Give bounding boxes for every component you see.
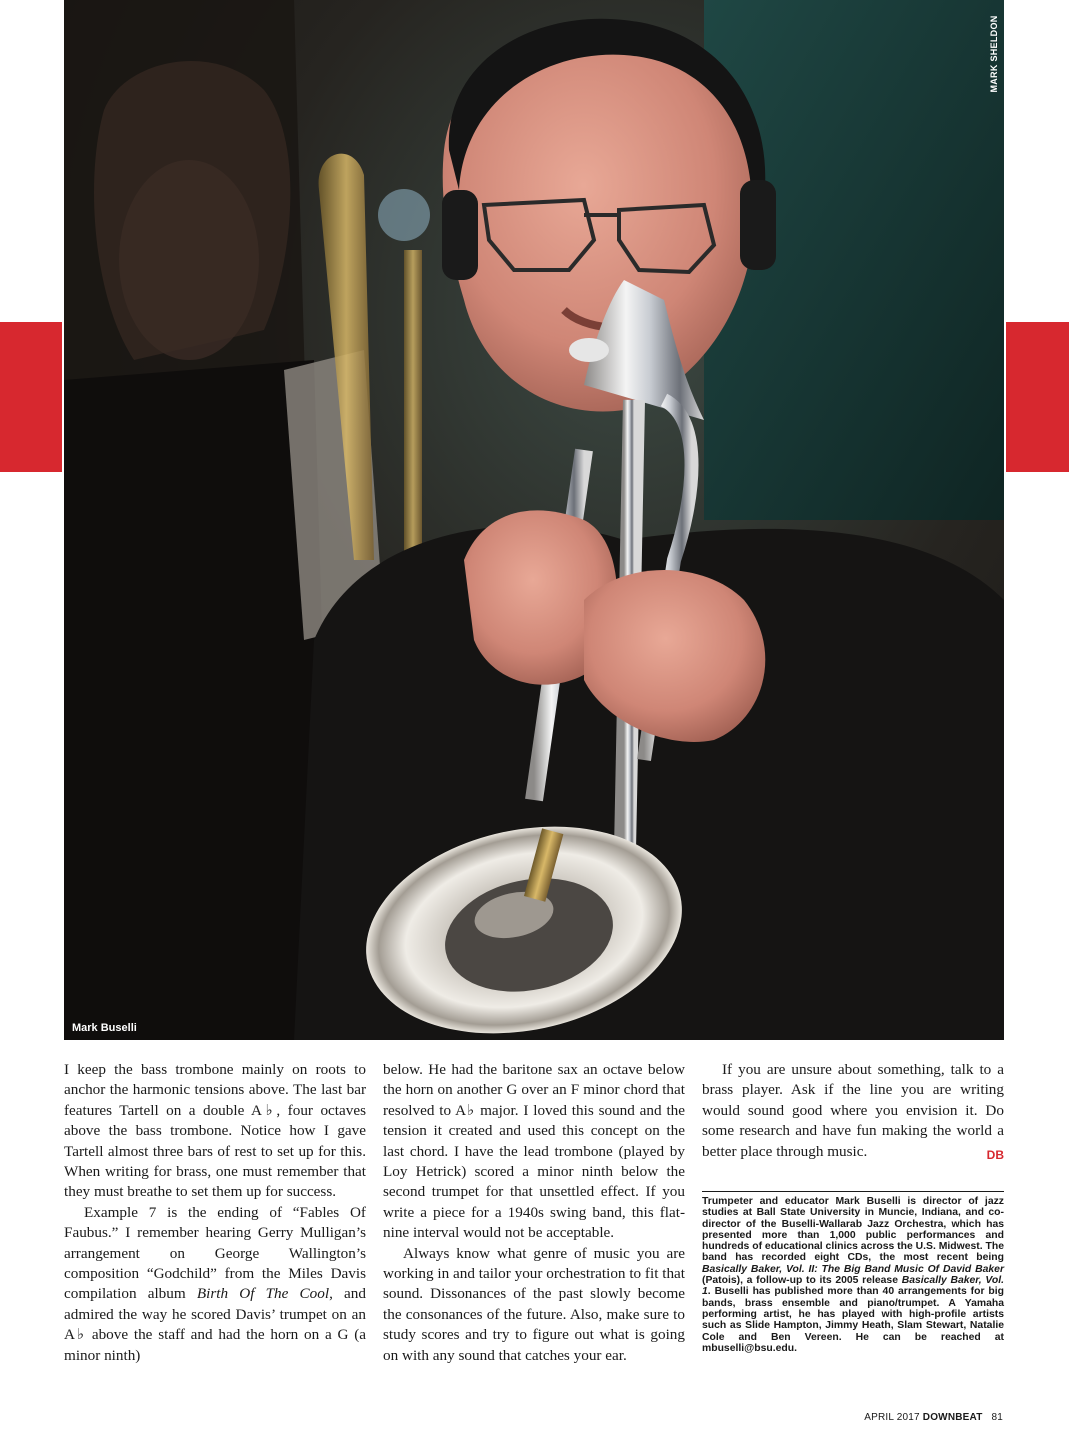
bio-album-title: Basically Baker, Vol. II: The Big Band Music Of David Baker <box>702 1263 1004 1275</box>
bio-text: (Patois), a follow-up to its 2005 release <box>702 1275 902 1287</box>
magazine-name: DOWNBEAT <box>922 1412 983 1423</box>
bio-text: Trumpeter and educator Mark Buselli is director of jazz studies at Ball State University in Muncie, Indiana, and co-director of the Buselli-Wallarab Jazz Orchestra, which has presented more than 1,000 public performances and hundreds of educational clinics across the U.S. Midwest. The band has recorded eight CDs, the most recent being <box>702 1196 1004 1264</box>
red-edge-tab-left <box>0 322 62 472</box>
issue-date: APRIL 2017 <box>864 1412 920 1423</box>
author-bio <box>702 1191 1004 1354</box>
photo-caption: Mark Buselli <box>72 1022 137 1034</box>
paragraph-text: If you are unsure about something, talk to a brass player. Ask if the line you are writing would sound good where you envision it. Do some research and have fun making the world a better place through music. <box>702 1061 1004 1160</box>
bio-text: . Buselli has published more than 40 arrangements for big bands, brass ensemble and piano/trumpet. A Yamaha performing artist, he has played with high-profile artists such as Slide Hampton, Jimmy Heath, Slam Stewart, Natalie Cole and Ben Vereen. He can be reached at mbuselli@bsu.edu. <box>702 1286 1004 1354</box>
trumpet-player-illustration <box>64 0 1004 1040</box>
album-title: Birth Of The Cool <box>196 1285 330 1303</box>
page-number: 81 <box>991 1412 1003 1423</box>
end-mark: DB <box>986 1147 1004 1162</box>
paragraph-text: , and admired the way he scored Davis’ trumpet on an A♭ above the staff and had the horn on a G (a minor ninth) <box>64 1285 366 1364</box>
article-column-1 <box>64 1060 366 1366</box>
bio-album-title: Basically Baker, Vol. 1 <box>702 1275 1004 1298</box>
feature-photo <box>64 0 1004 1040</box>
page-footer <box>864 1412 1003 1423</box>
paragraph: Always know what genre of music you are working in and tailor your orchestration to fit that sound. Dissonances of the past slowly become the consonances of the future. Also, make sure to study scores and try to figure out what is going on with any sound that catches your ear. <box>383 1244 685 1364</box>
red-edge-tab-right <box>1006 322 1069 472</box>
article-column-3 <box>702 1060 1004 1165</box>
photo-credit-text: MARK SHELDON <box>989 15 999 93</box>
photo-credit <box>988 14 1000 94</box>
paragraph <box>702 1060 1004 1162</box>
paragraph: I keep the bass trombone mainly on roots to anchor the harmonic tensions above. The last bar features Tartell on a double A♭, four octaves above the bass trombone. Notice how I gave Tartell almost three bars of rest to set up for this. When writing for brass, one must remember that they must breathe to set them up for success. <box>64 1061 366 1201</box>
paragraph: below. He had the baritone sax an octave below the horn on another G over an F minor chord that resolved to A♭ major. I loved this sound and the tension it created and used this concept on the last chord. I have the lead trombone (played by Loy Hetrick) scored a minor ninth below the second trumpet for that unsettled effect. If you write a piece for a 1940s swing band, this flat-nine interval would not be acceptable. <box>383 1061 685 1242</box>
paragraph <box>64 1203 366 1366</box>
article-column-2 <box>383 1060 685 1366</box>
paragraph-text: Example 7 is the ending of “Fables Of Faubus.” I remember hearing Gerry Mulligan’s arrangement on George Wallington’s composition “Godchild” from the Miles Davis compilation album <box>64 1203 366 1303</box>
